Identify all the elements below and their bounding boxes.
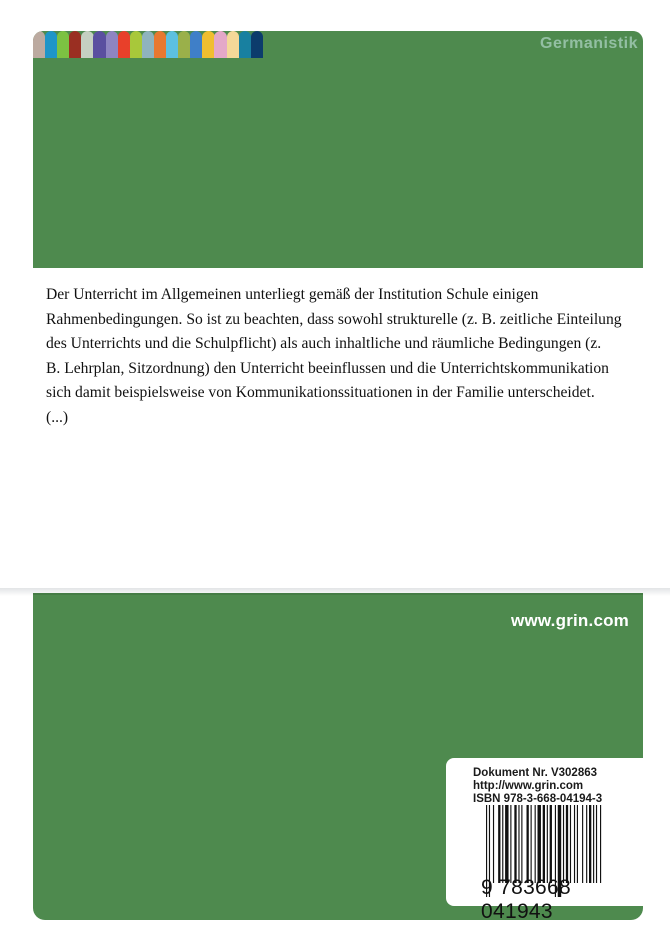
color-tab bbox=[93, 31, 105, 58]
category-label: Germanistik bbox=[540, 35, 638, 52]
color-tab bbox=[142, 31, 154, 58]
color-tab bbox=[33, 31, 45, 58]
color-tab bbox=[106, 31, 118, 58]
barcode-digits: 9 783668 041943 bbox=[481, 876, 571, 923]
cover-bottom-panel bbox=[33, 593, 643, 923]
color-tab bbox=[178, 31, 190, 58]
color-tab bbox=[166, 31, 178, 58]
document-number: Dokument Nr. V302863 bbox=[473, 767, 598, 779]
color-tab bbox=[214, 31, 226, 58]
blurb-line: des Unterrichts und die Schulpflicht) als auch inhaltliche und räumliche Bedingungen (z. bbox=[46, 335, 602, 352]
color-tab bbox=[118, 31, 130, 58]
book-blurb bbox=[46, 283, 646, 430]
publisher-url: www.grin.com bbox=[511, 611, 629, 630]
isbn-info bbox=[473, 767, 602, 806]
website-url: http://www.grin.com bbox=[473, 780, 584, 792]
isbn-box bbox=[446, 758, 643, 923]
color-tab-strip bbox=[33, 31, 263, 58]
color-tab bbox=[202, 31, 214, 58]
color-tab bbox=[227, 31, 239, 58]
blurb-line: Rahmenbedingungen. So ist zu beachten, dass sowohl strukturelle (z. B. zeitliche Einteilung bbox=[46, 310, 622, 328]
blurb-line: B. Lehrplan, Sitzordnung) den Unterricht beeinflussen und die Unterrichtskommunikation bbox=[46, 359, 609, 377]
color-tab bbox=[251, 31, 263, 58]
color-tab bbox=[154, 31, 166, 58]
color-tab bbox=[69, 31, 81, 58]
blurb-line: Der Unterricht im Allgemeinen unterliegt gemäß der Institution Schule einigen bbox=[46, 286, 539, 303]
blurb-line: sich damit beispielsweise von Kommunikationssituationen in der Familie unterscheidet. bbox=[46, 384, 595, 401]
color-tab bbox=[45, 31, 57, 58]
cover-top-panel bbox=[33, 31, 643, 268]
color-tab bbox=[130, 31, 142, 58]
isbn-number: ISBN 978-3-668-04194-3 bbox=[473, 793, 603, 805]
color-tab bbox=[190, 31, 202, 58]
color-tab bbox=[239, 31, 251, 58]
color-tab bbox=[57, 31, 69, 58]
color-tab bbox=[81, 31, 93, 58]
blurb-line: (...) bbox=[46, 408, 69, 426]
